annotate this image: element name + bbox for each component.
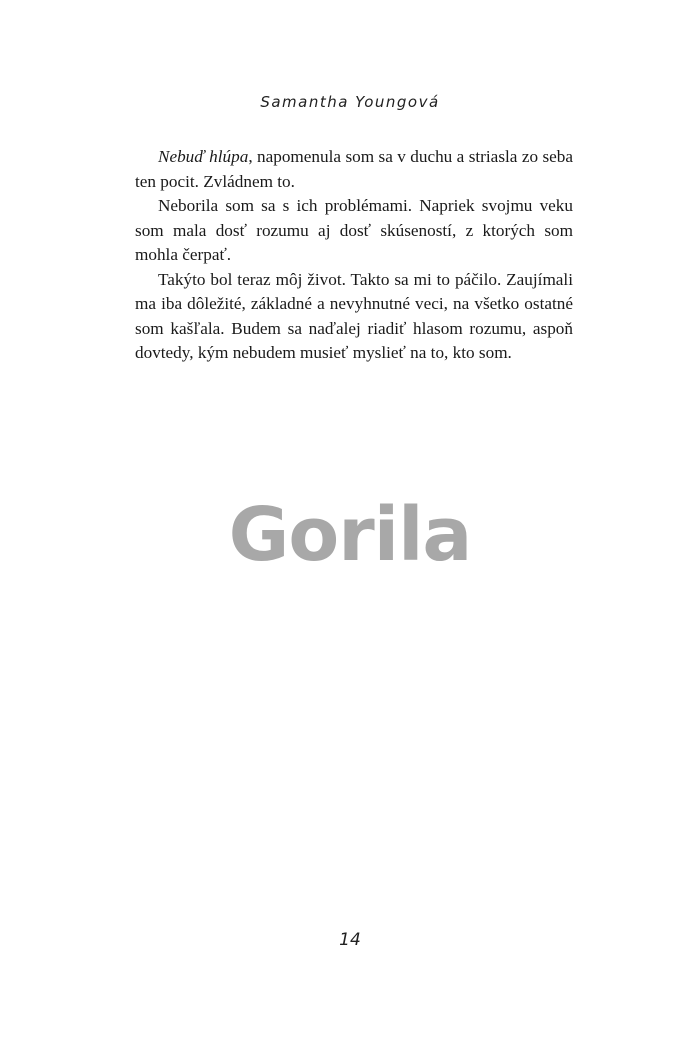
gorila-watermark: Gorila [228, 492, 472, 578]
page-number: 14 [339, 930, 361, 950]
paragraph-1-italic: Nebuď hlúpa [158, 147, 249, 166]
paragraph-2 [135, 194, 573, 268]
paragraph-1 [135, 145, 573, 194]
paragraph-3 [135, 268, 573, 366]
paragraph-3-text: Takýto bol teraz môj život. Takto sa mi to páčilo. Zaujímali ma iba dôležité, základné a nevyhnutné veci, na všetko ostatné som kašľala. Budem sa naďalej riadiť hlasom rozumu, aspoň dovtedy, kým nebudem musieť myslieť na to, kto som. [135, 269, 573, 362]
running-header-author: Samantha Youngová [260, 93, 440, 111]
paragraph-2-text: Neborila som sa s ich problémami. Napriek svojmu veku som mala dosť rozumu aj dosť skúseností, z ktorých som mohla čerpať. [135, 196, 573, 264]
body-text [135, 145, 573, 366]
paragraph-1-text: , napomenula som sa v duchu a striasla zo seba ten pocit. Zvládnem to. [135, 147, 574, 191]
